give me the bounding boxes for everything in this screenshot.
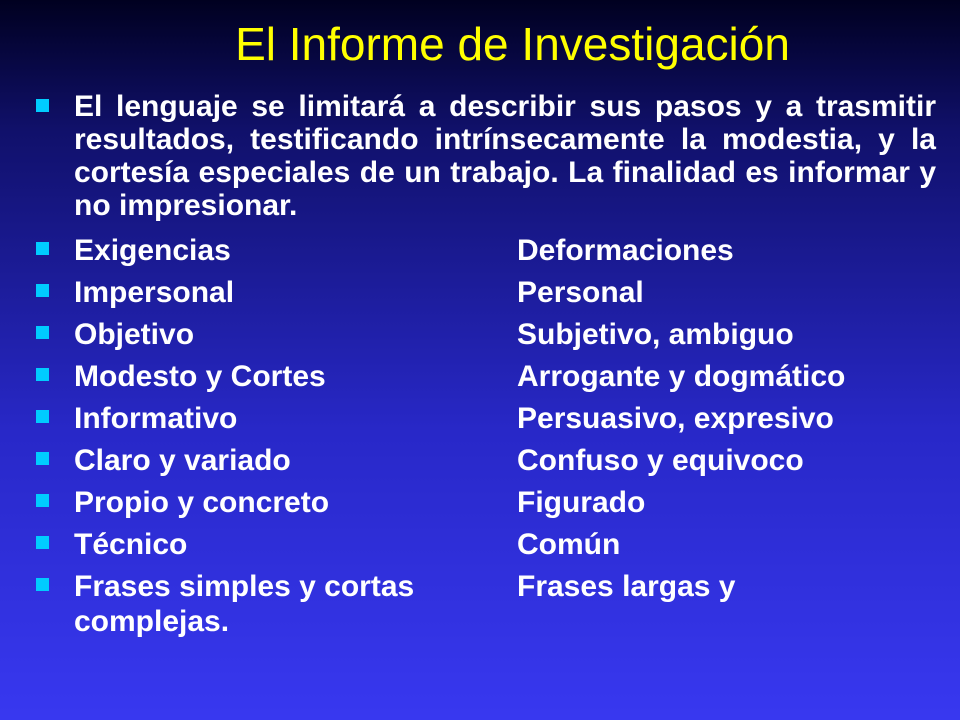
- comparison-row: [36, 233, 936, 268]
- row-left: Técnico: [74, 528, 188, 561]
- slide-title: El Informe de Investigación: [235, 18, 790, 70]
- row-left: Impersonal: [74, 276, 235, 309]
- bullet-square-icon: [36, 410, 49, 423]
- row-right: Frases largas y: [517, 570, 736, 603]
- row-right: Deformaciones: [517, 234, 734, 267]
- row-right: Arrogante y dogmático: [517, 360, 846, 393]
- bullet-square-icon: [36, 578, 49, 591]
- comparison-row: [36, 443, 936, 478]
- row-right: Común: [517, 528, 621, 561]
- bullet-intro: [36, 90, 936, 222]
- row-left: Frases simples y cortas: [74, 570, 415, 603]
- comparison-row: [36, 275, 936, 310]
- comparison-row: [36, 527, 936, 562]
- bullet-square-icon: [36, 242, 49, 255]
- comparison-row: [36, 359, 936, 394]
- comparison-row: [36, 485, 936, 520]
- intro-text: El lenguaje se limitará a describir sus pasos y a trasmitir resultados, testificando intrínsecamente la modestia, y la cortesía especiales de un trabajo. La finalidad es informar y no impresionar.: [74, 90, 936, 222]
- bullet-square-icon: [36, 99, 49, 112]
- bullet-list: [36, 90, 936, 646]
- bullet-square-icon: [36, 368, 49, 381]
- bullet-square-icon: [36, 494, 49, 507]
- row-left: Propio y concreto: [74, 486, 330, 519]
- row-left: Exigencias: [74, 234, 231, 267]
- row-left: Modesto y Cortes: [74, 360, 326, 393]
- comparison-row: [36, 317, 936, 352]
- row-left: Informativo: [74, 402, 238, 435]
- row-left: Objetivo: [74, 318, 195, 351]
- row-continuation: complejas.: [74, 605, 230, 638]
- row-right: Confuso y equivoco: [517, 444, 804, 477]
- row-right: Persuasivo, expresivo: [517, 402, 834, 435]
- comparison-row: [36, 401, 936, 436]
- row-right: Subjetivo, ambiguo: [517, 318, 794, 351]
- row-right: Figurado: [517, 486, 646, 519]
- bullet-square-icon: [36, 536, 49, 549]
- bullet-square-icon: [36, 452, 49, 465]
- bullet-square-icon: [36, 284, 49, 297]
- row-right: Personal: [517, 276, 644, 309]
- bullet-square-icon: [36, 326, 49, 339]
- row-left: Claro y variado: [74, 444, 291, 477]
- comparison-row: [36, 569, 936, 639]
